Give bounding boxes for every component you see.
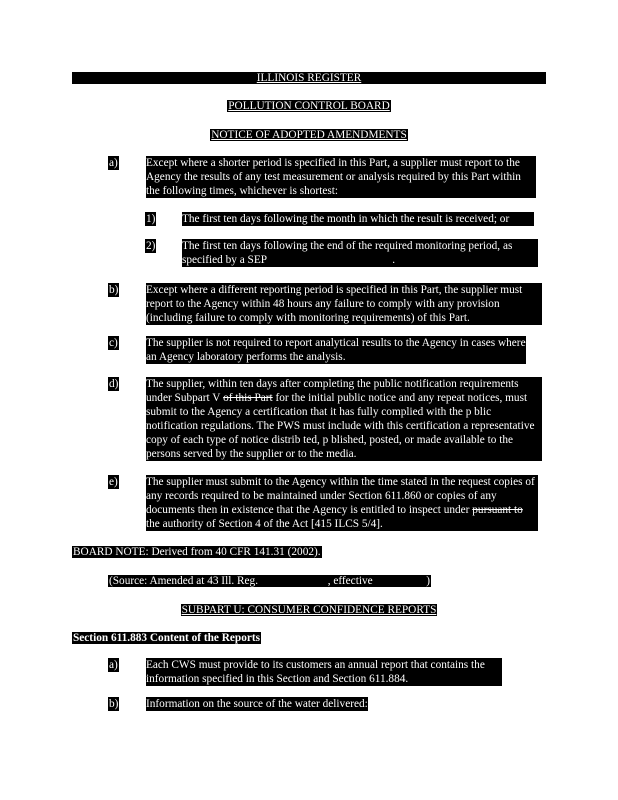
register-title: ILLINOIS REGISTER [256,72,362,84]
item-a1-text: The first ten days following the month in which the result is received; or [182,212,534,226]
item-d-text-2: for the initial public notice and any repeat notices, must submit to the Agency a certification that it has fully complied with the p blic notification regulations. The PWS must include with this certification a representative copy of each type of notice distrib ted, p blished, posted, or made available to the persons served by the supplier or to the media. [146,392,535,460]
section-item-a [108,658,548,688]
item-a1-label: 1) [146,213,156,225]
section-item-b-label: b) [109,698,119,710]
section-title: Section 611.883 Content of the Reports [73,632,261,644]
redacted-block [269,255,389,265]
item-a-label: a) [109,157,118,169]
board-title-wrap [0,99,618,113]
item-a1 [145,212,545,228]
item-d-label: d) [109,378,119,390]
item-d-struck: of this Part [223,392,273,404]
section-title-wrap [72,631,261,645]
item-a [108,156,548,200]
item-b-label: b) [109,284,119,296]
item-a2-text-end: . [392,254,396,266]
section-item-a-text: Each CWS must provide to its customers an annual report that contains the information specified in this Section and Section 611.884. [146,658,502,686]
item-e-text-1: The supplier must submit to the Agency within the time stated in the request copies of any records required to be maintained under Section 611.860 or copies of any documents then in existence that the Agency is entitled to inspect under [146,476,535,516]
source-start: (Source: Amended at 43 Ill. Reg. [109,575,259,587]
source-line [108,574,431,588]
item-a2 [145,239,545,269]
item-e-text-2: the authority of Section 4 of the Act [415 ILCS 5/4]. [146,518,383,530]
item-e-struck: pursuant to [472,504,523,516]
item-e [108,475,548,533]
section-item-b [108,697,548,713]
section-item-b-text: Information on the source of the water delivered: [146,698,368,710]
item-d-text-1: The supplier, within ten days after completing the public notification requirements under Subpart V [146,378,519,404]
item-c [108,336,548,366]
notice-title-wrap [0,128,618,142]
item-c-text: The supplier is not required to report analytical results to the Agency in cases where an Agency laboratory performs the analysis. [146,337,526,363]
item-a2-text-start: The first ten days following the end of the required monitoring period, as specified by a SEP [182,240,513,266]
section-item-a-label: a) [109,659,118,671]
subpart-title-wrap [0,603,618,617]
item-d [108,377,548,463]
item-a2-label: 2) [146,240,156,252]
subpart-title: SUBPART U: CONSUMER CONFIDENCE REPORTS [181,604,437,616]
board-note-wrap [72,545,322,559]
item-b-text: Except where a different reporting period is specified in this Part, the supplier must report to the Agency within 48 hours any failure to comply with any provision (including failure to comply with monitoring requirements) of this Part. [146,283,542,325]
board-note: BOARD NOTE: Derived from 40 CFR 141.31 (2002). [73,546,321,558]
item-e-label: e) [109,476,118,488]
source-mid: , effective [327,575,373,587]
item-c-label: c) [109,337,118,349]
item-b [108,283,548,327]
item-a-text: Except where a shorter period is specified in this Part, a supplier must report to the Agency the results of any test measurement or analysis required by this Part within the following times, whichever is shortest: [146,156,536,198]
source-end: ) [426,575,431,587]
board-title: POLLUTION CONTROL BOARD [228,100,390,112]
notice-title: NOTICE OF ADOPTED AMENDMENTS [211,129,407,141]
